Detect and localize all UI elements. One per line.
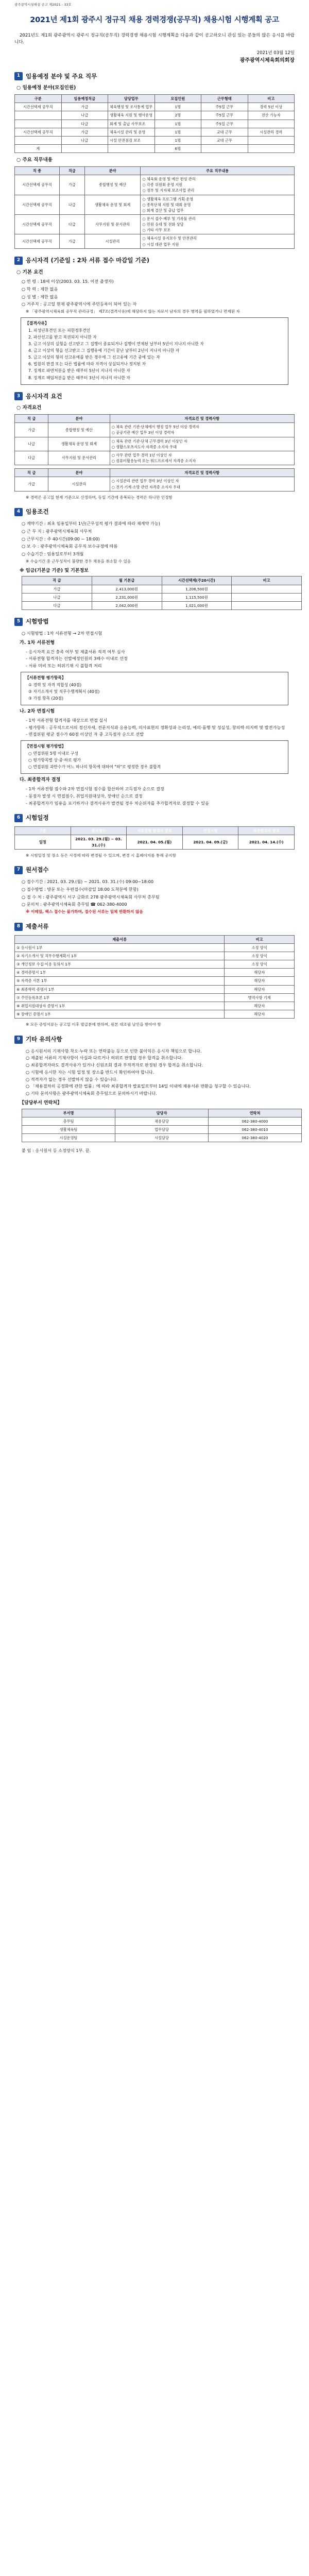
pay-title: ※ 임금(기본급 기준) 및 기본정보 [20, 568, 89, 573]
table-cell: 시간선택제 공무직 [15, 195, 60, 214]
table-cell: ① 응시원서 1부 [15, 943, 225, 952]
table-row [15, 835, 295, 849]
text-line: ○ 거주지 : 공고일 현재 광주광역시에 주민등록이 되어 있는 자 [22, 301, 137, 307]
text-line: 4. 금고 이상의 형을 선고받고 그 집행유예 기간이 끝난 날부터 2년이 지나지 아니한 자 [28, 348, 180, 353]
table-cell: 2,413,000원 [92, 585, 162, 593]
exam-stage-2: 나. 2차 면접시험 [20, 708, 55, 714]
table-row [15, 214, 295, 234]
text-line: ○ 문의처 : 광주광역시체육회 총무팀 ☎ 062-380-4000 [22, 902, 127, 907]
table-cell: 062-380-4000 [209, 1117, 302, 1125]
table-header-cell: 분야 [84, 166, 141, 175]
table-cell: 가급 [59, 234, 84, 248]
text-line: ③ 가점 항목 (20점) [28, 696, 64, 701]
schedule-table [14, 826, 295, 849]
text-line: - 서류전형 합격자는 선발예정인원의 3배수 이내로 선정 [26, 656, 128, 662]
table-cell: 업무담당 [115, 1125, 209, 1133]
table-cell: 나급 [61, 111, 108, 120]
table-header-cell: 주요 직무내용 [141, 166, 295, 175]
table-cell: 해당자 [225, 1002, 295, 1010]
table-row [15, 1002, 295, 1010]
table-cell: 가급 [15, 423, 48, 437]
section-9-heading [14, 1035, 295, 1044]
exam-stage-1: 가. 1차 서류전형 [20, 640, 55, 646]
text-line: 1. 피성년후견인 또는 피한정후견인 [28, 328, 91, 333]
table-cell: 생활체육팀 [22, 1125, 115, 1133]
section-4-heading [14, 507, 295, 517]
table-row [22, 585, 302, 593]
text-line: 6. 법원의 판결 또는 다른 법률에 따라 자격이 상실되거나 정지된 자 [28, 362, 146, 367]
table-cell: 소정 양식 [225, 943, 295, 952]
table-cell: 1,206,500원 [162, 585, 232, 593]
table-cell: 시간선택제 공무직 [15, 234, 60, 248]
table-cell: 나급 [15, 437, 48, 451]
table-cell: ○ 사무 관련 업무 경력 1년 이상인 자 ○ 컴퓨터활용능력 또는 워드프로세서 자격증 소지자 [110, 451, 294, 465]
table-cell: ⑤ 자격증 사본 1부 [15, 977, 225, 985]
table-cell: 교대 근무 [201, 136, 248, 144]
section-number: 5 [14, 618, 23, 626]
section-title: 응시자격 요건 [26, 392, 62, 400]
table-row [15, 103, 295, 111]
recruit-table [14, 94, 295, 153]
table-cell: 가급 [59, 175, 84, 195]
table-cell: ○ 체육시설 유지보수 및 안전관리 ○ 시설 대관 업무 지원 [141, 234, 295, 248]
documents-note: ※ 모든 증빙서류는 공고일 이후 발급분에 한하며, 원본 대조필 날인을 받아야 함 [26, 1022, 161, 1027]
table-cell: 병역사항 기재 [225, 993, 295, 1002]
exam-stage-3-lines [14, 786, 295, 806]
table-cell: 시설관리 [84, 234, 141, 248]
document-screening-box [21, 672, 288, 705]
exam-stage-2-lines [14, 717, 295, 738]
table-row [15, 128, 295, 136]
text-line: - 최종합격자가 임용을 포기하거나 결격사유가 발견될 경우 차순위자를 추가합격자로 결정할 수 있음 [26, 800, 209, 806]
box-title: 【서류전형 평가항목】 [25, 675, 66, 680]
table-cell [232, 585, 302, 593]
section-3-heading [14, 392, 295, 401]
table-cell: 해당자 [225, 985, 295, 993]
table-header-cell: 시간선택제(주20시간) [162, 577, 232, 585]
table-cell: 사무지원 및 문서관리 [48, 451, 110, 465]
table-cell: 시설관리 경력 [248, 128, 295, 136]
subsection-heading: ○ 기본 요건 [16, 269, 43, 275]
table-row [15, 451, 295, 465]
table-cell: 시간선택제 공무직 [15, 175, 60, 195]
table-cell: 회계 및 출납 사무보조 [108, 120, 155, 128]
table-header-cell: 비고 [225, 935, 295, 943]
exam-stage-1-lines [14, 649, 295, 669]
table-cell: ○ 체육 관련 기관·단체에서 행정 업무 5년 이상 경력자 ○ 공공기관 예산 업무 3년 이상 경력자 [110, 423, 294, 437]
qualification-table-1 [14, 414, 295, 465]
doc-header-left: 광주광역시청해설 공고 제2021 - 33호 [14, 3, 72, 7]
table-cell: 6명 [154, 145, 201, 153]
table-cell [15, 136, 62, 144]
table-row [22, 601, 302, 609]
doc-header [14, 2, 295, 7]
table-cell: ○ 체육회 운영 및 예산 편성 관리 ○ 각종 위원회 운영 지원 ○ 정부 및 지자체 보조사업 관리 [141, 175, 295, 195]
table-cell: 해당자 [225, 977, 295, 985]
table-header-cell: 모집인원 [154, 95, 201, 103]
table-cell [232, 593, 302, 601]
table-cell: 1,115,500원 [162, 593, 232, 601]
text-line: ○ 시험에 응시한 자는 시험 일정 및 장소를 반드시 확인하여야 합니다. [26, 1069, 154, 1075]
text-line: - 응시자격 요건 충족 여부 및 제출서류 적격 여부 심사 [26, 649, 125, 654]
text-line: 3. 금고 이상의 실형을 선고받고 그 집행이 종료되거나 집행이 면제된 날부터 5년이 지나지 아니한 자 [28, 342, 204, 347]
table-row [15, 969, 295, 977]
text-line: ○ 응시원서의 기재사항 착오·누락 또는 연락불능 등으로 인한 불이익은 응시자 책임으로 합니다. [26, 1048, 202, 1054]
table-row [22, 1117, 302, 1125]
pay-table [22, 576, 302, 610]
table-cell: ○ 체육 관련 기관·단체 근무경력 3년 이상인 자 ○ 생활스포츠지도사 자격증 소지자 우대 [110, 437, 294, 451]
table-cell: 가급 [61, 128, 108, 136]
table-row [15, 985, 295, 993]
table-cell [201, 145, 248, 153]
table-cell: ⑦ 주민등록초본 1부 [15, 993, 225, 1002]
text-line: ② 자기소개서 및 직무수행계획서 (40점) [28, 689, 100, 694]
section-5-heading [14, 617, 295, 626]
table-cell: 소정 양식 [225, 960, 295, 969]
table-header-cell: 분야 [48, 469, 110, 477]
table-cell: 나급 [61, 136, 108, 144]
table-header-cell: 제출서류 [15, 935, 225, 943]
table-row [15, 195, 295, 214]
table-cell [248, 120, 295, 128]
table-cell: 생활체육 지원 및 행사운영 [108, 111, 155, 120]
table-row [15, 111, 295, 120]
text-line: 2. 파산선고를 받고 복권되지 아니한 자 [28, 335, 97, 340]
table-cell: 전산 가능자 [248, 111, 295, 120]
table-cell: 주5일 근무 [201, 120, 248, 128]
table-cell: 주5일 근무 [201, 111, 248, 120]
text-line: ○ 수습기간 : 임용일로부터 3개월 [22, 551, 84, 557]
table-cell: 소정 양식 [225, 952, 295, 960]
text-line: ○ 근 무 지 : 광주광역시체육회 사무처 [22, 528, 92, 534]
table-cell: ④ 경력증명서 1부 [15, 969, 225, 977]
table-header-cell: 직 급 [15, 415, 48, 423]
table-cell: 062-380-4010 [209, 1125, 302, 1133]
table-cell [232, 601, 302, 609]
table-cell: 종합행정 및 예산 [84, 175, 141, 195]
table-cell: 생활체육 운영 및 회계 [84, 195, 141, 214]
text-line: ○ 면접위원 과반수가 어느 하나의 항목에 대하여 "하"로 평정한 경우 불합격 [28, 765, 161, 770]
section-title: 기타 유의사항 [26, 1035, 62, 1043]
section-title: 시험일정 [26, 814, 49, 822]
table-header-cell: 원서접수 [71, 827, 127, 835]
table-cell [248, 145, 295, 153]
table-cell: 주5일 근무 [201, 103, 248, 111]
table-cell: 시간선택제 공무직 [15, 214, 60, 234]
table-cell: 계 [15, 145, 62, 153]
text-line: ○ 근무시간 : 주 40시간(09:00 ~ 18:00) [22, 536, 100, 541]
text-line: ○ 학 력 : 제한 없음 [22, 286, 58, 292]
table-cell: 교대 근무 [201, 128, 248, 136]
box-title: 【면접시험 평가방법】 [25, 744, 66, 749]
table-header-cell: 분야 [48, 415, 110, 423]
subsection-heading: ○ 자격요건 [16, 405, 42, 411]
text-line: ○ 보 수 : 광주광역시체육회 공무직 보수규정에 따름 [22, 544, 118, 549]
table-header-cell: 비고 [232, 577, 302, 585]
text-line: - 면접위원 평균 점수가 60점 이상인 자 중 고득점자 순으로 선발 [26, 732, 144, 737]
table-cell: ⑥ 최종학력 증명서 1부 [15, 985, 225, 993]
table-cell: ○ 문서 접수·배부 및 기록물 관리 ○ 민원 응대 및 전화 상담 ○ 기타 사무 보조 [141, 214, 295, 234]
table-row [15, 175, 295, 195]
disqualification-box [21, 317, 288, 385]
table-cell: 체육행정 및 조사통계 업무 [108, 103, 155, 111]
section-number: 8 [14, 923, 23, 931]
table-cell: 총무팀 [22, 1117, 115, 1125]
table-cell: ○ 시설관리 관련 업무 경력 3년 이상인 자 ○ 전기·기계·소방 관련 자격증 소지자 우대 [110, 477, 294, 491]
requirement-note: ※ 「광주광역시체육회 공무직 관리규정」 제7조(결격사유)에 해당하지 않는 자로서 남자의 경우 병역을 필하였거나 면제된 자 [26, 309, 240, 314]
table-cell: 채용담당 [115, 1117, 209, 1125]
exam-intro: ○ 시험방법 : 1차 서류전형 → 2차 면접시험 [22, 630, 102, 636]
table-cell [15, 120, 62, 128]
interview-box [21, 740, 288, 774]
table-row [15, 234, 295, 248]
qualification-table-2 [14, 468, 295, 491]
table-row [15, 952, 295, 960]
table-header-cell: 근무형태 [201, 95, 248, 103]
text-line: ○ 최종합격자라도 결격사유가 있거나 신원조회 결과 부적격자로 판정된 경우 합격을 취소합니다. [26, 1062, 203, 1068]
text-line: 5. 금고 이상의 형의 선고유예를 받은 경우에 그 선고유예 기간 중에 있는 자 [28, 355, 160, 360]
table-cell: 시설관리 [48, 477, 110, 491]
table-row [15, 437, 295, 451]
section-title: 원서접수 [26, 866, 49, 874]
table-cell: 가급 [15, 477, 48, 491]
contact-table [22, 1109, 302, 1143]
table-cell: 2021. 04. 09.(금) [182, 835, 238, 849]
text-line: 8. 징계로 해임처분을 받은 때부터 3년이 지나지 아니한 자 [28, 375, 130, 380]
table-cell: 경력 5년 이상 [248, 103, 295, 111]
table-cell: 2021. 04. 14.(수) [238, 835, 295, 849]
section-title: 임용예정 분야 및 주요 직무 [26, 72, 97, 80]
issuer-name: 광주광역시체육회의회장 [239, 58, 295, 64]
section-2-heading [14, 256, 295, 265]
table-cell: ③ 개인정보 수집·이용 동의서 1부 [15, 960, 225, 969]
application-note: ※ 이메일, 팩스 접수는 불가하며, 접수된 서류는 일체 반환하지 않음 [26, 909, 143, 914]
table-header-cell: 월 기본급 [92, 577, 162, 585]
table-cell: 1명 [154, 128, 201, 136]
table-cell: 가급 [22, 585, 92, 593]
text-line: ○ 기타 문의사항은 광주광역시체육회 총무팀으로 문의하시기 바랍니다. [26, 1090, 157, 1096]
table-cell: 해당자 [225, 1010, 295, 1019]
section-1-heading [14, 72, 295, 81]
table-cell: 시설운영팀 [22, 1134, 115, 1142]
table-row [15, 477, 295, 491]
table-row [22, 1125, 302, 1133]
table-row [15, 1010, 295, 1019]
table-cell: 시설 안전점검 보조 [108, 136, 155, 144]
table-total-row [15, 145, 295, 153]
table-header-cell: 담당업무 [108, 95, 155, 103]
table-cell [15, 111, 62, 120]
table-header-cell: 직 종 [15, 166, 60, 175]
table-row [15, 423, 295, 437]
table-cell: 시간선택제 공무직 [15, 103, 62, 111]
issue-date: 2021년 03월 12일 [256, 50, 295, 56]
table-cell [108, 145, 155, 153]
qualification-note: ※ 경력은 공고일 현재 기준으로 산정하며, 동일 기간에 중복되는 경력은 하나만 인정함 [26, 495, 173, 500]
section-number: 1 [14, 72, 23, 80]
table-cell: 1명 [154, 120, 201, 128]
table-cell: 2,231,000원 [92, 593, 162, 601]
text-line: - 1차 서류전형 점수와 2차 면접시험 점수를 합산하여 고득점자 순으로 결정 [26, 786, 164, 792]
section-number: 6 [14, 814, 23, 822]
table-cell: 종합행정 및 예산 [48, 423, 110, 437]
section-title: 임용조건 [26, 508, 49, 516]
table-cell: 다급 [22, 601, 92, 609]
table-cell [248, 136, 295, 144]
employment-conditions [14, 520, 295, 557]
contact-title: 【담당부서 연락처】 [20, 1100, 62, 1106]
table-cell: 1명 [154, 103, 201, 111]
table-cell: 시간선택제 공무직 [15, 128, 62, 136]
table-cell: 다급 [15, 451, 48, 465]
subsection-heading: ○ 주요 직무내용 [16, 157, 53, 163]
table-row [15, 943, 295, 952]
table-row [15, 977, 295, 985]
table-cell: 다급 [59, 214, 84, 234]
table-cell: 2,042,000원 [92, 601, 162, 609]
table-cell: 나급 [22, 593, 92, 601]
table-header-cell: 직 급 [22, 577, 92, 585]
basic-requirements [14, 278, 295, 308]
table-row [15, 120, 295, 128]
text-line: - 서류 미비 또는 허위기재 시 불합격 처리 [26, 663, 102, 668]
table-cell: 1명 [154, 136, 201, 144]
table-header-cell: 구분 [15, 827, 71, 835]
table-cell: 가급 [61, 103, 108, 111]
table-cell: 사무지원 및 문서관리 [84, 214, 141, 234]
table-row [22, 593, 302, 601]
table-header-cell: 서류전형 합격자 발표 [127, 827, 183, 835]
text-line: ○ 성 별 : 제한 없음 [22, 294, 58, 299]
table-cell: 2명 [154, 111, 201, 120]
text-line: - 평가항목 : 공무직으로서의 정신자세, 전문지식과 응용능력, 의사표현의 정확성과 논리성, 예의·품행 및 성실성, 창의력·의지력 및 발전가능성 [26, 724, 285, 730]
table-header-cell: 부서명 [22, 1109, 115, 1117]
table-header-cell: 면접시험 [182, 827, 238, 835]
section-number: 7 [14, 866, 23, 874]
text-line: ○ 평가항목별 상·중·하로 평가 [28, 758, 81, 763]
table-header-cell: 연락처 [209, 1109, 302, 1117]
table-cell: 시설담당 [115, 1134, 209, 1142]
table-cell: 2021. 04. 05.(월) [127, 835, 183, 849]
schedule-note: ※ 시험일정 및 장소 등은 사정에 따라 변경될 수 있으며, 변경 시 홈페이지를 통해 공지함 [26, 853, 176, 858]
section-title: 응시자격 (기준일 : 2차 서류 접수 마감일 기준) [26, 256, 149, 264]
section-number: 9 [14, 1036, 23, 1044]
misc-notes [14, 1048, 295, 1097]
table-cell: 일정 [15, 835, 71, 849]
section-6-heading [14, 814, 295, 823]
attachment-footer: 붙 임 : 응시원서 등 소정양식 1부. 끝. [22, 1148, 91, 1154]
exam-stage-3: 다. 최종합격자 결정 [20, 777, 61, 783]
table-header-cell: 자격요건 및 경력사항 [110, 415, 294, 423]
table-row [15, 136, 295, 144]
table-header-cell: 자격요건 및 경력사항 [110, 469, 294, 477]
duty-table [14, 166, 295, 249]
text-line: 7. 징계로 파면처분을 받은 때부터 5년이 지나지 아니한 자 [28, 368, 130, 374]
table-header-cell: 담당자 [115, 1109, 209, 1117]
table-header-cell: 구분 [15, 95, 62, 103]
section-title: 제출서류 [26, 922, 49, 930]
text-line: - 1차 서류전형 합격자를 대상으로 면접 실시 [26, 717, 108, 723]
table-cell: 체육시설 관리 및 운영 [108, 128, 155, 136]
section-7-heading [14, 866, 295, 875]
application-info [14, 878, 295, 908]
employment-note: ※ 수습기간 중 근무성적이 불량한 경우 채용을 취소할 수 있음 [26, 558, 131, 564]
table-cell: 생활체육 운영 및 회계 [48, 437, 110, 451]
table-row [15, 993, 295, 1002]
disqualification-title: 【결격사유】 [25, 320, 49, 326]
table-cell: 다급 [61, 120, 108, 128]
table-header-cell: 직 급 [15, 469, 48, 477]
table-cell: ⑨ 장애인 증명서 1부 [15, 1010, 225, 1019]
text-line: ○ 면접위원 5명 이내로 구성 [28, 751, 78, 756]
table-header-cell: 비고 [248, 95, 295, 103]
table-cell: ○ 생활체육 프로그램 기획·운영 ○ 종목단체 지원 및 대회 운영 ○ 회계 결산 및 출납 업무 [141, 195, 295, 214]
documents-table [14, 935, 295, 1019]
table-cell: ⑧ 취업지원대상자 증명서 1부 [15, 1002, 225, 1010]
table-cell: 062-380-4020 [209, 1134, 302, 1142]
text-line: ○ 접 수 처 : 광주광역시 서구 금화로 278 광주광역시체육회 사무처 총무팀 [22, 894, 160, 900]
text-line: ○ 연 령 : 18세 이상(2003. 03. 15. 이전 출생자) [22, 279, 114, 284]
text-line: ○ 제출된 서류의 기재사항이 사실과 다르거나 허위로 판명될 경우 합격을 취소합니다. [26, 1055, 183, 1061]
table-cell: ② 자기소개서 및 직무수행계획서 1부 [15, 952, 225, 960]
table-header-cell: 임용예정직급 [61, 95, 108, 103]
subsection-heading: ○ 임용예정 분야(모집인원) [16, 85, 76, 91]
text-line: ○ 계약기간 : 최초 임용일부터 1년(근무성적 평가 결과에 따라 재계약 가능) [22, 521, 160, 527]
page-title: 2021년 제1회 광주시 정규직 채용 경력경쟁(공무직) 채용시험 시행계획 공고 [30, 16, 279, 25]
text-line: ① 경력 및 자격 적합성 (40점) [28, 682, 82, 687]
table-cell [61, 145, 108, 153]
section-number: 2 [14, 257, 23, 265]
table-cell: 나급 [59, 195, 84, 214]
table-cell: 2021. 03. 29.(월) ~ 03. 31.(수) [71, 835, 127, 849]
table-cell: 1,021,000원 [162, 601, 232, 609]
section-8-heading [14, 922, 295, 931]
text-line: ○ 접수기간 : 2021. 03. 29.(월) ~ 2021. 03. 31.(수) 09:00~18:00 [22, 879, 154, 885]
table-cell: 해당자 [225, 969, 295, 977]
section-title: 시험방법 [26, 618, 49, 625]
table-row [15, 960, 295, 969]
text-line: - 동점자 발생 시 면접점수, 취업지원대상자, 장애인 순으로 결정 [26, 793, 143, 799]
text-line: ○ 적격자가 없는 경우 선발하지 않을 수 있습니다. [26, 1076, 118, 1082]
section-number: 4 [14, 508, 23, 516]
table-header-cell: 최종합격자 발표 [238, 827, 295, 835]
table-header-cell: 직급 [59, 166, 84, 175]
intro-paragraph: 2021년도 제1회 광주광역시 광주시 정규직(공무직) 경력경쟁 채용시험 시행계획을 다음과 같이 공고하오니 관심 있는 분들의 많은 응시를 바랍니다. [14, 32, 295, 45]
table-row [22, 1134, 302, 1142]
section-number: 3 [14, 392, 23, 400]
text-line: ○ 「채용절차의 공정화에 관한 법률」에 따라 최종합격자 발표일로부터 14일 이내에 채용서류 반환을 청구할 수 있습니다. [26, 1083, 251, 1089]
text-line: ○ 접수방법 : 방문 또는 우편접수(마감일 18:00 도착분에 한함) [22, 886, 139, 892]
